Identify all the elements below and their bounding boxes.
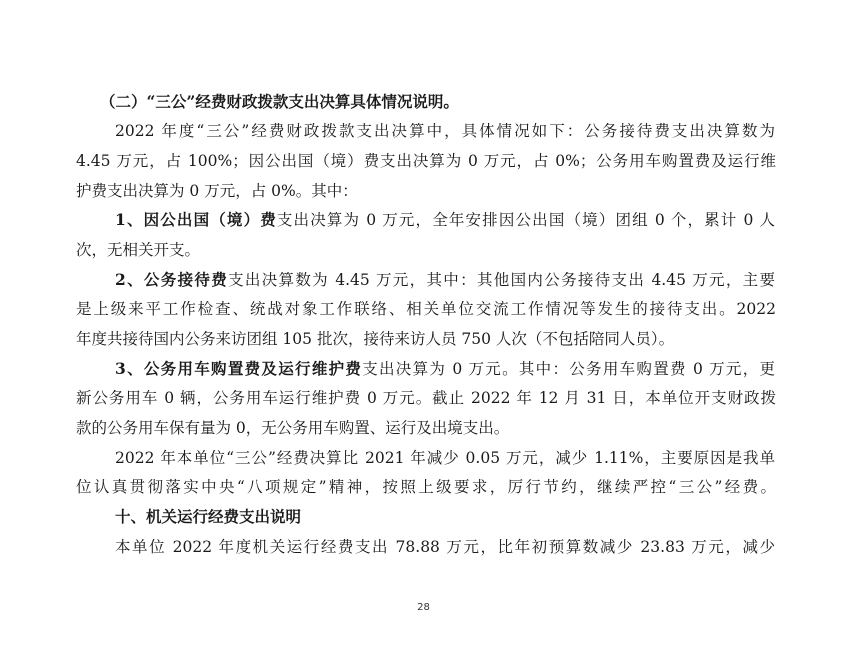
section2-heading: （二）“三公”经费财政拨款支出决算具体情况说明。 xyxy=(100,92,459,111)
item1-line-2: 次，无相关开支。 xyxy=(76,241,201,259)
page-number: 28 xyxy=(417,602,430,613)
item3-rest: 支出决算为 0 万元。其中：公务用车购置费 0 万元，更 xyxy=(362,360,775,378)
item2-lead: 2、公务接待费 xyxy=(115,270,229,289)
item3-line-2: 新公务用车 0 辆，公务用车运行维护费 0 万元。截止 2022 年 12 月 31 日，本单位开支财政拨 xyxy=(76,389,776,407)
compare-line-1: 2022 年本单位“三公”经费决算比 2021 年减少 0.05 万元，减少 1.11%，主要原因是我单 xyxy=(115,449,775,467)
item1-line-1 xyxy=(115,208,775,232)
section10-line-1: 本单位 2022 年度机关运行经费支出 78.88 万元，比年初预算数减少 23.83 万元，减少 xyxy=(115,538,775,556)
item2-line-3: 年度共接待国内公务来访团组 105 批次，接待来访人员 750 人次（不包括陪同人员）。 xyxy=(76,330,675,348)
item2-line-2: 是上级来平工作检查、统战对象工作联络、相关单位交流工作情况等发生的接待支出。2022 xyxy=(76,300,776,318)
item3-line-3: 款的公务用车保有量为 0，无公务用车购置、运行及出境支出。 xyxy=(76,419,510,437)
item2-line-1 xyxy=(115,268,775,292)
item1-lead: 1、因公出国（境）费 xyxy=(115,210,277,229)
item3-line-1 xyxy=(115,357,775,381)
intro-line-1: 2022 年度“三公”经费财政拨款支出决算中，具体情况如下：公务接待费支出决算数为 xyxy=(115,122,775,140)
item1-rest: 支出决算为 0 万元，全年安排因公出国（境）团组 0 个，累计 0 人 xyxy=(276,211,775,229)
section10-heading: 十、机关运行经费支出说明 xyxy=(115,507,302,526)
item2-rest: 支出决算数为 4.45 万元，其中：其他国内公务接待支出 4.45 万元，主要 xyxy=(228,271,775,289)
intro-line-3: 护费支出决算为 0 万元，占 0%。其中： xyxy=(76,182,358,200)
item3-lead: 3、公务用车购置费及运行维护费 xyxy=(115,359,363,378)
intro-line-2: 4.45 万元，占 100%；因公出国（境）费支出决算为 0 万元，占 0%；公务用车购置费及运行维 xyxy=(76,152,776,170)
compare-line-2: 位认真贯彻落实中央“八项规定”精神，按照上级要求，厉行节约，继续严控“三公”经费。 xyxy=(76,478,776,496)
